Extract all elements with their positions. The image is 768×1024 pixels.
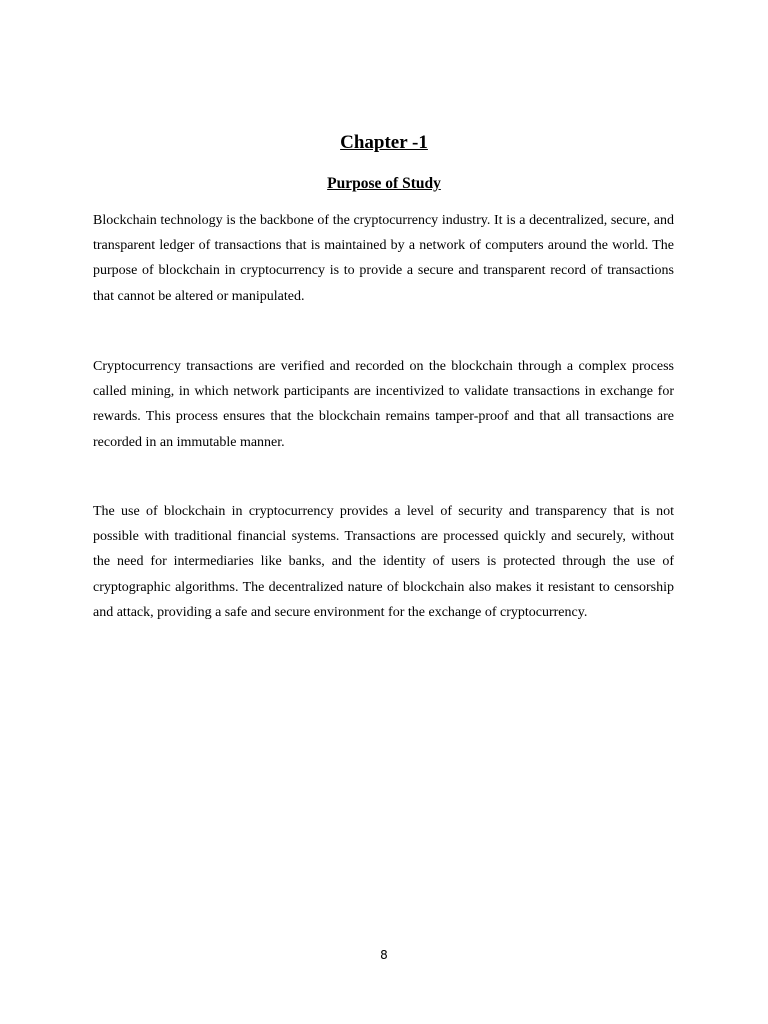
section-title: Purpose of Study (327, 175, 441, 192)
chapter-title: Chapter -1 (340, 132, 428, 153)
paragraph-1: Blockchain technology is the backbone of the cryptocurrency industry. It is a decentralized, secure, and transparent ledger of transactions that is maintained by a network of computers around the world. The purpose of blockchain in cryptocurrency is to provide a secure and transparent record of transactions that cannot be altered or manipulated. (93, 213, 674, 304)
paragraph-3: The use of blockchain in cryptocurrency provides a level of security and transparency that is not possible with traditional financial systems. Transactions are processed quickly and securely, without the need for intermediaries like banks, and the identity of users is protected through the use of cryptographic algorithms. The decentralized nature of blockchain also makes it resistant to censorship and attack, providing a safe and secure environment for the exchange of cryptocurrency. (93, 504, 674, 620)
paragraph-2: Cryptocurrency transactions are verified and recorded on the blockchain through a complex process called mining, in which network participants are incentivized to validate transactions in exchange for rewards. This process ensures that the blockchain remains tamper-proof and that all transactions are recorded in an immutable manner. (93, 359, 674, 450)
page-number: 8 (380, 948, 388, 962)
